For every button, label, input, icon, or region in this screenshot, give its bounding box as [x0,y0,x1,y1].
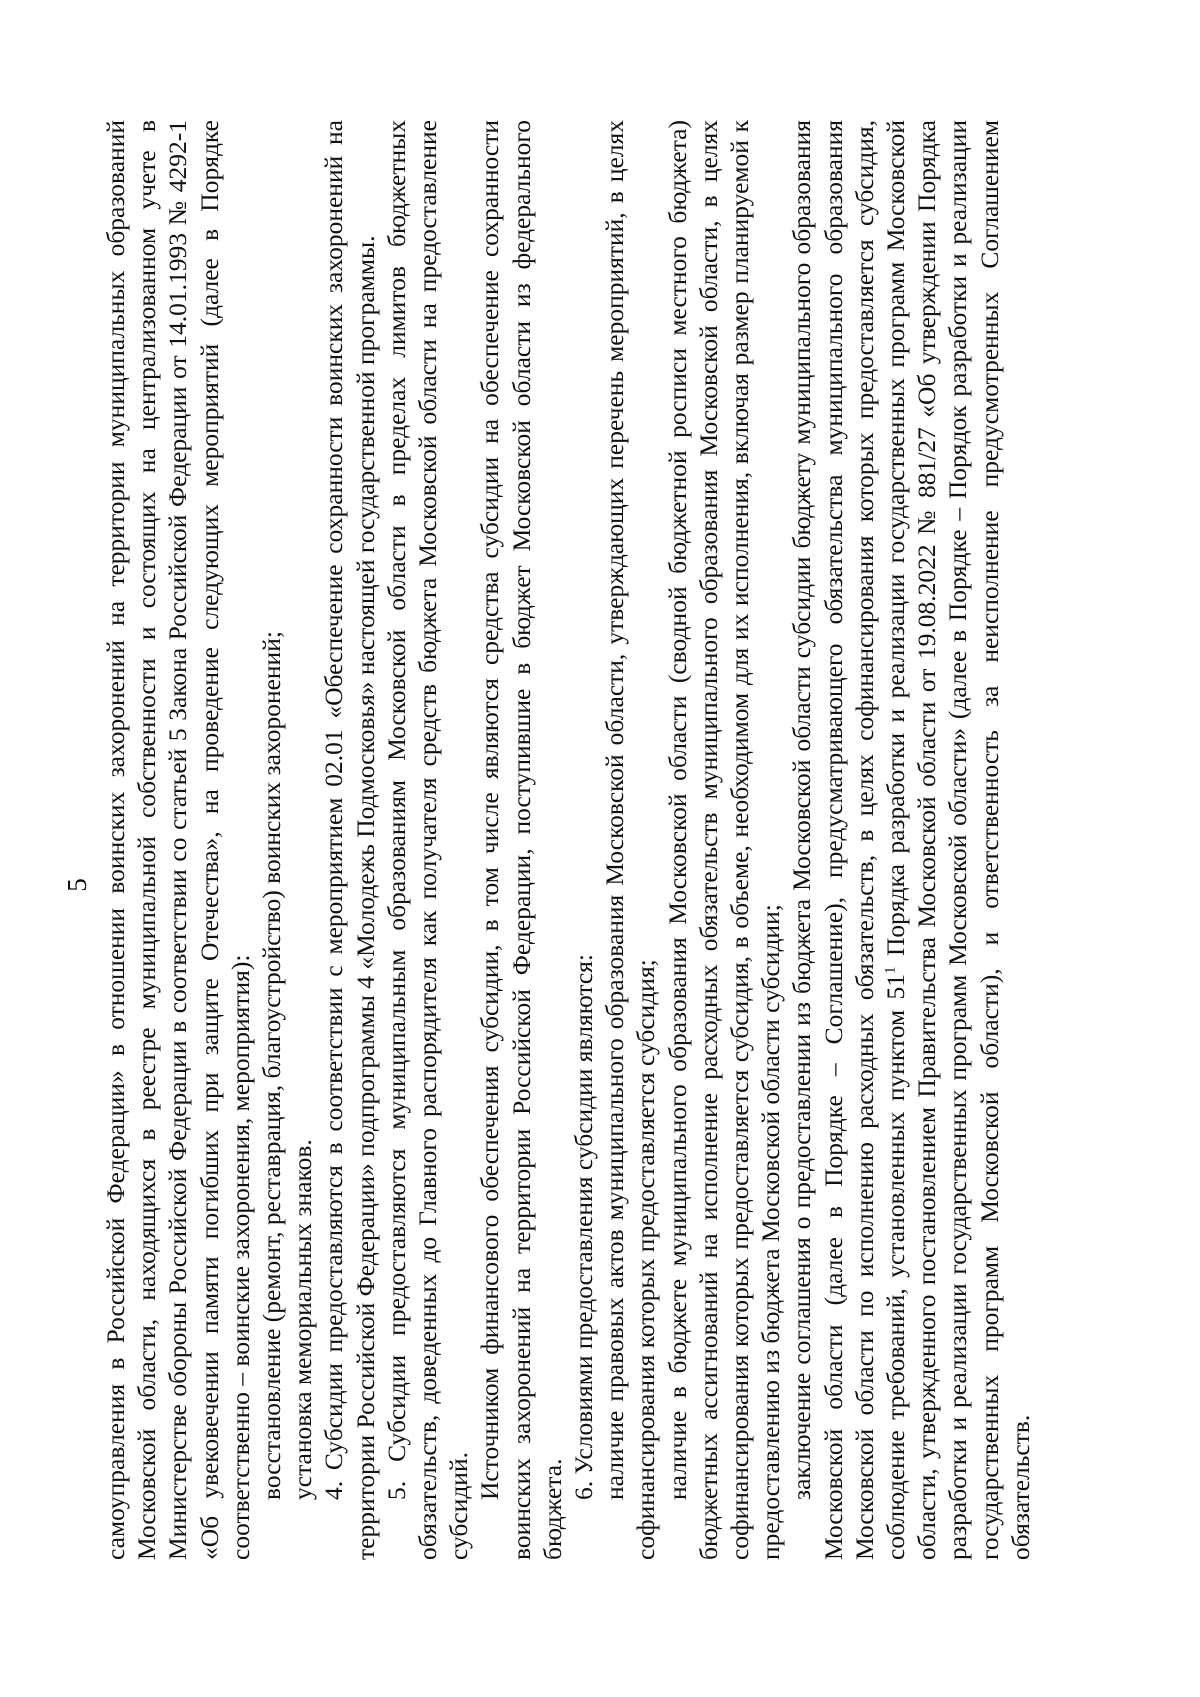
superscript: 1 [882,966,899,974]
paragraph: 6. Условиями предоставления субсидии являются: [569,954,599,1500]
paragraph: Источником финансового обеспечения субсидии, в том числе являются средства субсидии на обеспечение сохранности воинских захоронений на территории Российской Федерации, поступившие в бюджет Московской области из федерального бюджета. [475,120,567,1560]
paragraph: самоуправления в Российской Федерации» в отношении воинских захоронений на территории муниципальных образований Московской области, находящихся в реестре муниципальной собственности и состоящих на централизованном учете в Министерстве обороны Российской Федерации в соответствии со статьей 5 Закона Российской Федерации от 14.01.1993 № 4292-1 «Об увековечении памяти погибших при защите Отечества», на проведение следующих мероприятий (далее в Порядке соответственно – воинские захоронения, мероприятия): [101,120,255,1560]
paragraph: наличие правовых актов муниципального образования Московской области, утверждающих перечень мероприятий, в целях софинансирования которых предоставляется субсидия; [600,120,661,1560]
rotated-content [0,100,1190,1670]
paragraph-text: заключение соглашения о предоставлении из бюджета Московской области субсидии бюджету муниципального образования Московской области (далее в Порядке – Соглашение), предусматривающего обязательства муниципального образования Московской области по исполнению расходных обязательств, в целях софинансирования которых предоставляется субсидия, соблюдение требований, установленных пунктом 51 [787,120,911,1560]
paragraph: наличие в бюджете муниципального образования Московской области (сводной бюджетной росписи местного бюджета) бюджетных ассигнований на исполнение расходных обязательств муниципального образования Московской области, в целях софинансирования которых предоставляется субсидия, в объеме, необходимом для их исполнения, включая размер планируемой к предоставлению из бюджета Московской области субсидии; [662,120,786,1560]
paragraph: 4. Субсидии предоставляются в соответствии с мероприятием 02.01 «Обеспечение сохранности воинских захоронений на территории Российской Федерации» подпрограммы 4 «Молодежь Подмосковья» настоящей государственной программы. [319,120,380,1560]
paragraph-text: Порядка разработки и реализации государственных программ Московской области, утвержденного постановлением Правительства Московской области от 19.08.2022 № 881/27 «Об утверждении Порядка разработки и реализации государственных программ Московской области» (далее в Порядке – Порядок разработки и реализации государственных программ Московской области), и ответственность за неисполнение предусмотренных Соглашением обязательств. [881,120,1035,1560]
document-body [100,120,1036,1560]
paragraph: 5. Субсидии предоставляются муниципальным образованиям Московской области в пределах лимитов бюджетных обязательств, доведенных до Главного распорядителя как получателя средств бюджета Московской области на предоставление субсидий. [381,120,474,1560]
paragraph: восстановление (ремонт, реставрация, благоустройство) воинских захоронений; [257,631,287,1500]
paragraph: установка мемориальных знаков. [288,1139,318,1500]
page-number: 5 [62,878,92,892]
paragraph [786,120,1036,1560]
